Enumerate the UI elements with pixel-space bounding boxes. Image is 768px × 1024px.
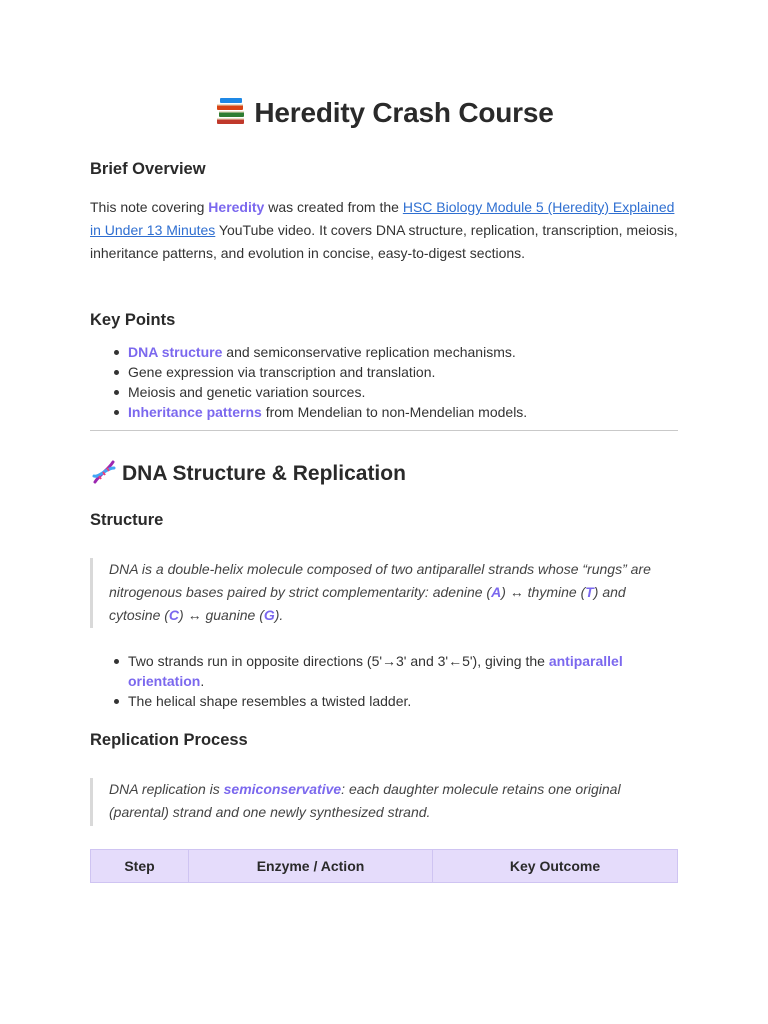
quote-text: ) ↔ guanine (	[179, 607, 264, 623]
overview-text-3: YouTube video. It covers DNA structure, replication, transcription, meiosis, inheritance patterns, and evolution in concise, easy-to-digest sections.	[90, 222, 678, 261]
replication-table	[90, 849, 678, 883]
quote-text: ) ↔ thymine (	[501, 584, 586, 600]
antiparallel-highlight: antiparallel orientation	[128, 653, 623, 689]
list-item	[112, 382, 678, 402]
overview-text-1: This note covering	[90, 199, 209, 215]
table-header-enzyme: Enzyme / Action	[189, 850, 433, 883]
structure-quote	[90, 558, 678, 628]
video-link[interactable]: HSC Biology Module 5 (Heredity) Explained in Under 13 Minutes	[90, 199, 675, 238]
dna-section-heading	[90, 458, 406, 486]
key-point-highlight: DNA structure	[128, 344, 223, 360]
overview-text-2: was created from the	[264, 199, 403, 215]
replication-quote	[90, 778, 678, 826]
quote-text: : each daughter molecule retains one original (parental) strand and one newly synthesized strand.	[109, 781, 621, 820]
base-c: C	[168, 607, 180, 623]
overview-heading: Brief Overview	[90, 160, 206, 178]
list-item	[112, 402, 678, 422]
quote-text: DNA is a double-helix molecule composed of two antiparallel strands whose “rungs” are nitrogenous bases paired by strict complementarity: adenine (	[109, 561, 651, 600]
quote-text: DNA replication is	[109, 781, 224, 797]
structure-heading: Structure	[90, 511, 164, 529]
key-point-text: Gene expression via transcription and translation.	[128, 364, 436, 380]
dna-section-title: DNA Structure & Replication	[122, 462, 406, 485]
key-points-heading: Key Points	[90, 311, 176, 329]
base-a: A	[491, 584, 502, 600]
structure-bullets	[112, 651, 678, 711]
table-header-step: Step	[91, 850, 189, 883]
bullet-text: Two strands run in opposite directions (5'→3' and 3'←5'), giving the	[128, 653, 549, 669]
books-icon	[214, 94, 248, 128]
table-header-row	[91, 850, 678, 883]
list-item	[112, 362, 678, 382]
base-g: G	[263, 607, 275, 623]
page-title	[90, 94, 678, 129]
key-points-list	[112, 342, 678, 422]
key-point-text: and semiconservative replication mechanisms.	[222, 344, 516, 360]
quote-text: ).	[274, 607, 284, 623]
base-t: T	[585, 584, 594, 600]
key-point-highlight: Inheritance patterns	[128, 404, 262, 420]
replication-heading: Replication Process	[90, 731, 248, 749]
table-header-outcome: Key Outcome	[433, 850, 678, 883]
dna-icon	[90, 458, 118, 486]
list-item	[112, 651, 678, 691]
key-point-text: from Mendelian to non-Mendelian models.	[261, 404, 528, 420]
bullet-text: .	[200, 673, 205, 689]
overview-paragraph	[90, 196, 678, 265]
page-title-text: Heredity Crash Course	[254, 97, 554, 128]
bullet-text: The helical shape resembles a twisted ladder.	[128, 693, 412, 709]
list-item	[112, 342, 678, 362]
key-point-text: Meiosis and genetic variation sources.	[128, 384, 366, 400]
list-item	[112, 691, 678, 711]
section-divider	[90, 430, 678, 431]
semiconservative-highlight: semiconservative	[223, 781, 342, 797]
quote-text: ) and cytosine (	[109, 584, 626, 623]
topic-highlight: Heredity	[208, 199, 265, 215]
